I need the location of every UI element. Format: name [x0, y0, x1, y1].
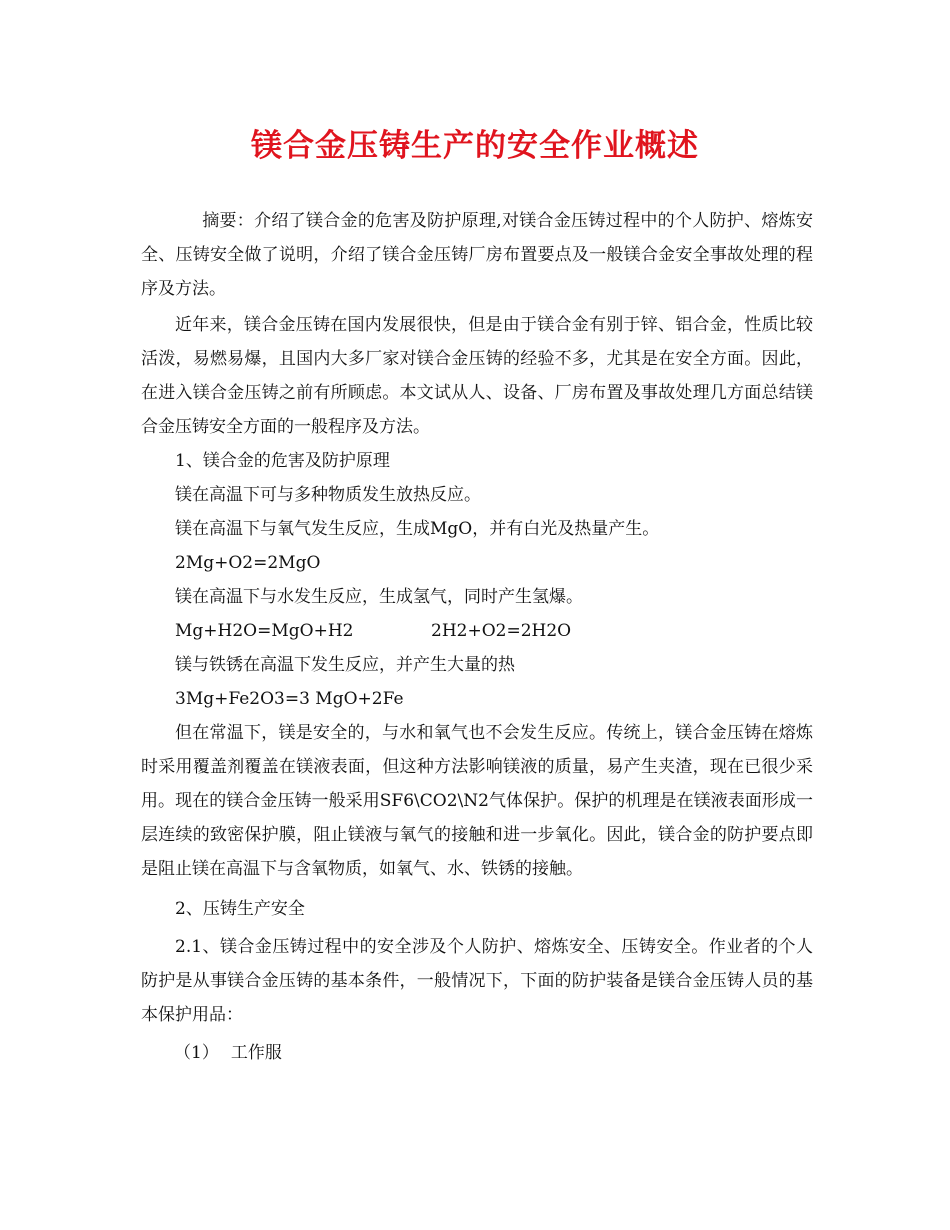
list-item-1-number: （1） — [174, 1043, 219, 1063]
abstract-paragraph: 摘要：介绍了镁合金的危害及防护原理,对镁合金压铸过程中的个人防护、熔炼安全、压铸安全做了说明，介绍了镁合金压铸厂房布置要点及一般镁合金安全事故处理的程序及方法。 — [141, 211, 813, 299]
section-2-heading: 2、压铸生产安全 — [175, 899, 305, 919]
equation-1: 2Mg+O2=2MgO — [175, 553, 321, 573]
section-1-line-2: 镁在高温下与氧气发生反应，生成MgO，并有白光及热量产生。 — [175, 519, 660, 539]
section-2-paragraph: 2.1、镁合金压铸过程中的安全涉及个人防护、熔炼安全、压铸安全。作业者的个人防护是从事镁合金压铸的基本条件，一般情况下，下面的防护装备是镁合金压铸人员的基本保护用品： — [141, 937, 813, 1025]
equation-3: 3Mg+Fe2O3=3 MgO+2Fe — [175, 689, 404, 709]
list-item-1-text: 工作服 — [230, 1043, 282, 1063]
section-1-line-3: 镁在高温下与水发生反应，生成氢气，同时产生氢爆。 — [175, 587, 583, 607]
document-body — [141, 204, 813, 1070]
section-1-heading: 1、镁合金的危害及防护原理 — [175, 451, 390, 471]
section-1-line-4: 镁与铁锈在高温下发生反应，并产生大量的热 — [175, 655, 515, 675]
list-item-1 — [141, 1036, 813, 1070]
section-1-paragraph: 但在常温下，镁是安全的，与水和氧气也不会发生反应。传统上，镁合金压铸在熔炼时采用覆盖剂覆盖在镁液表面，但这种方法影响镁液的质量，易产生夹渣，现在已很少采用。现在的镁合金压铸一般采用SF6\CO2\N2气体保护。保护的机理是在镁液表面形成一层连续的致密保护膜，阻止镁液与氧气的接触和进一步氧化。因此，镁合金的防护要点即是阻止镁在高温下与含氧物质，如氧气、水、铁锈的接触。 — [141, 723, 813, 879]
section-1-line-1: 镁在高温下可与多种物质发生放热反应。 — [175, 485, 481, 505]
document-title: 镁合金压铸生产的安全作业概述 — [251, 128, 699, 164]
intro-paragraph: 近年来，镁合金压铸在国内发展很快，但是由于镁合金有别于锌、铝合金，性质比较活泼，易燃易爆，且国内大多厂家对镁合金压铸的经验不多，尤其是在安全方面。因此，在进入镁合金压铸之前有所顾虑。本文试从人、设备、厂房布置及事故处理几方面总结镁合金压铸安全方面的一般程序及方法。 — [141, 315, 813, 437]
equation-2-left: Mg+H2O=MgO+H2 — [175, 621, 354, 641]
equation-2-right: 2H2+O2=2H2O — [431, 621, 572, 641]
equation-2-row — [141, 614, 813, 648]
